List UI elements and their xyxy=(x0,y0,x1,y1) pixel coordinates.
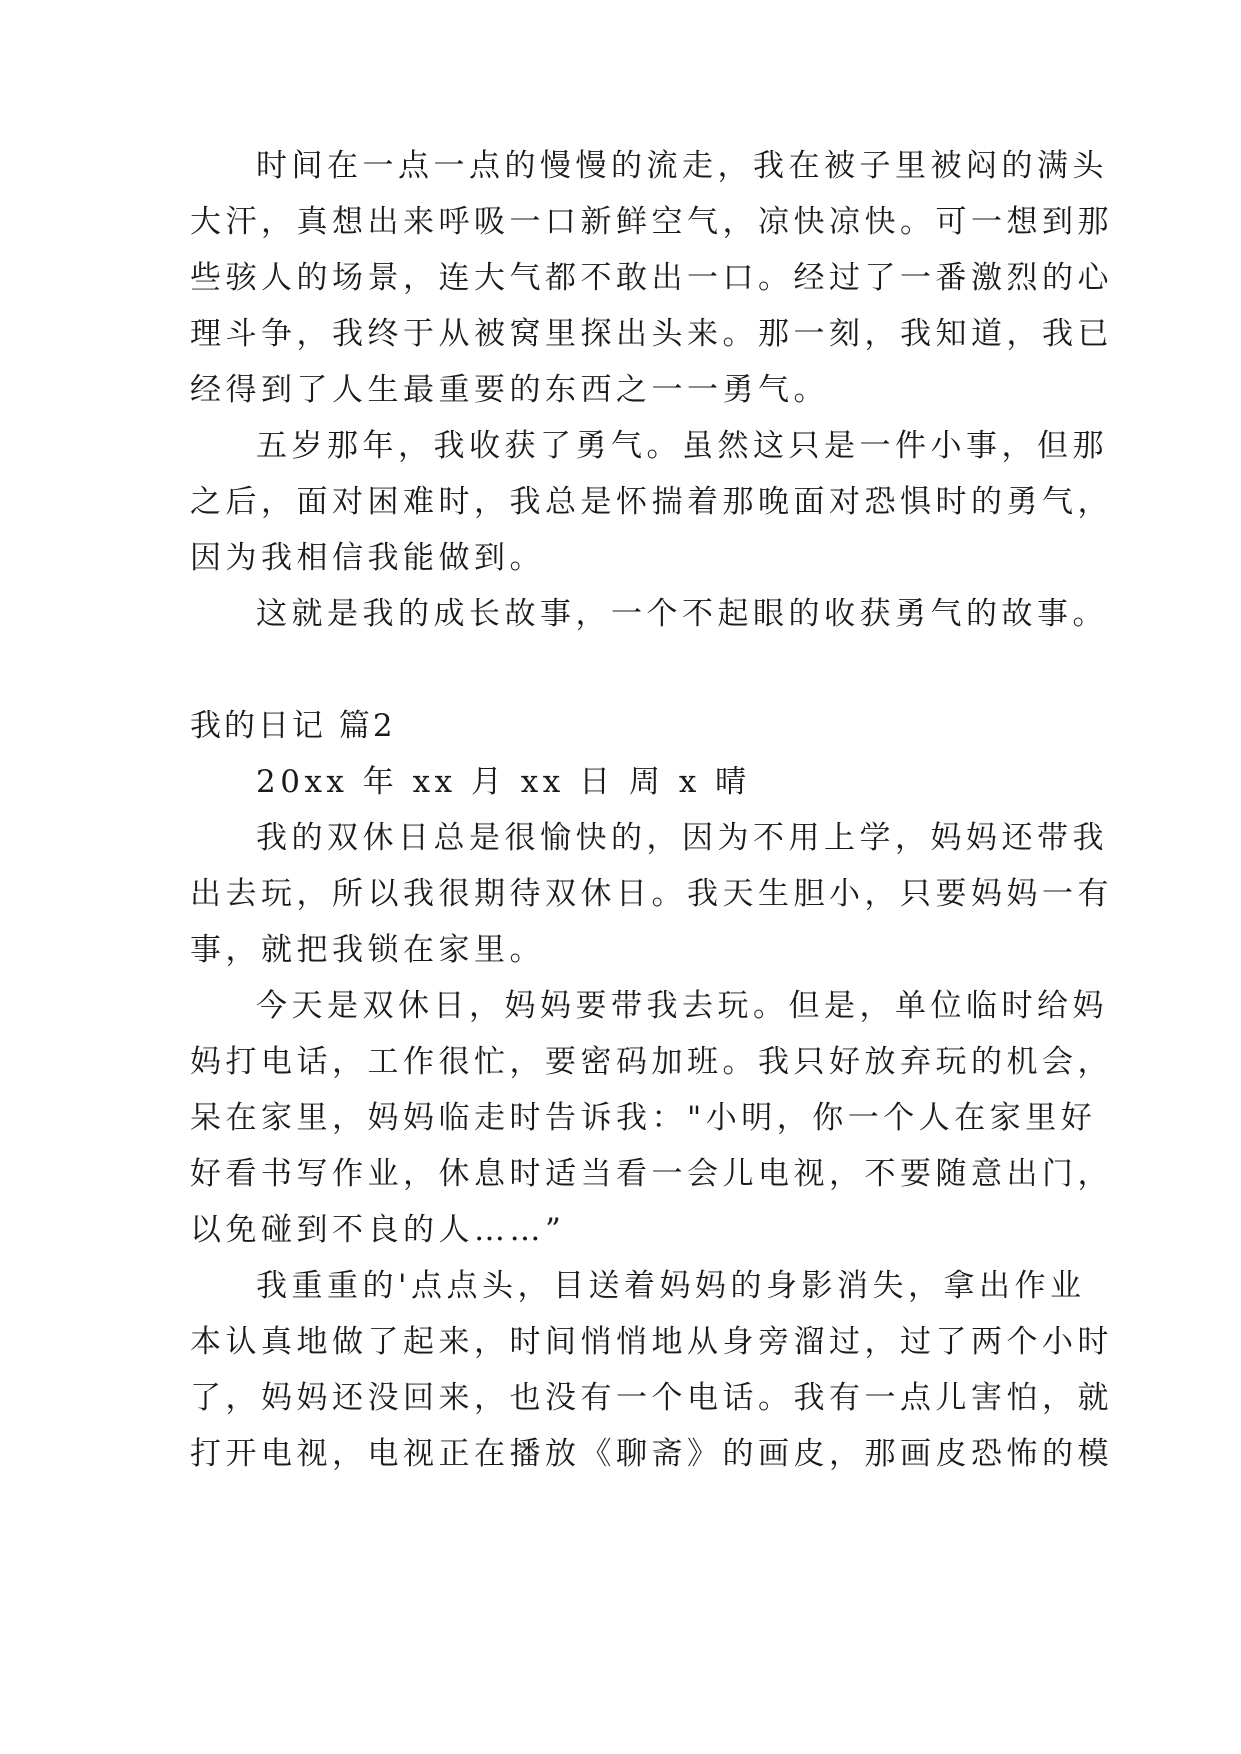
text-line: 好看书写作业，休息时适当看一会儿电视，不要随意出门， xyxy=(190,1156,1113,1192)
text-line: 呆在家里，妈妈临走时告诉我："小明，你一个人在家里好 xyxy=(190,1100,1097,1136)
text-line: 打开电视，电视正在播放《聊斋》的画皮，那画皮恐怖的模 xyxy=(190,1436,1113,1472)
text-line: 今天是双休日，妈妈要带我去玩。但是，单位临时给妈 xyxy=(256,988,1108,1024)
text-line: 经得到了人生最重要的东西之一一勇气。 xyxy=(190,372,829,408)
text-line: 时间在一点一点的慢慢的流走，我在被子里被闷的满头 xyxy=(256,148,1108,184)
text-line: 因为我相信我能做到。 xyxy=(190,540,545,576)
text-line: 我重重的'点点头，目送着妈妈的身影消失，拿出作业 xyxy=(256,1268,1086,1304)
text-line: 大汗，真想出来呼吸一口新鲜空气，凉快凉快。可一想到那 xyxy=(190,204,1113,240)
text-line: 本认真地做了起来，时间悄悄地从身旁溜过，过了两个小时 xyxy=(190,1324,1113,1360)
text-line: 之后，面对困难时，我总是怀揣着那晚面对恐惧时的勇气， xyxy=(190,484,1113,520)
text-line: 理斗争，我终于从被窝里探出头来。那一刻，我知道，我已 xyxy=(190,316,1113,352)
text-line: 了，妈妈还没回来，也没有一个电话。我有一点儿害怕，就 xyxy=(190,1380,1113,1416)
text-line: 事，就把我锁在家里。 xyxy=(190,932,545,968)
text-line: 出去玩，所以我很期待双休日。我天生胆小，只要妈妈一有 xyxy=(190,876,1113,912)
text-line: 我的双休日总是很愉快的，因为不用上学，妈妈还带我 xyxy=(256,820,1108,856)
text-line: 五岁那年，我收获了勇气。虽然这只是一件小事，但那 xyxy=(256,428,1108,464)
text-line: 以免碰到不良的人……” xyxy=(190,1212,566,1248)
date-line: 20xx 年 xx 月 xx 日 周 x 晴 xyxy=(256,764,751,800)
text-line: 这就是我的成长故事，一个不起眼的收获勇气的故事。 xyxy=(256,596,1108,632)
section-title: 我的日记 篇2 xyxy=(190,708,396,744)
text-line: 妈打电话，工作很忙，要密码加班。我只好放弃玩的机会， xyxy=(190,1044,1113,1080)
text-line: 些骇人的场景，连大气都不敢出一口。经过了一番激烈的心 xyxy=(190,260,1113,296)
